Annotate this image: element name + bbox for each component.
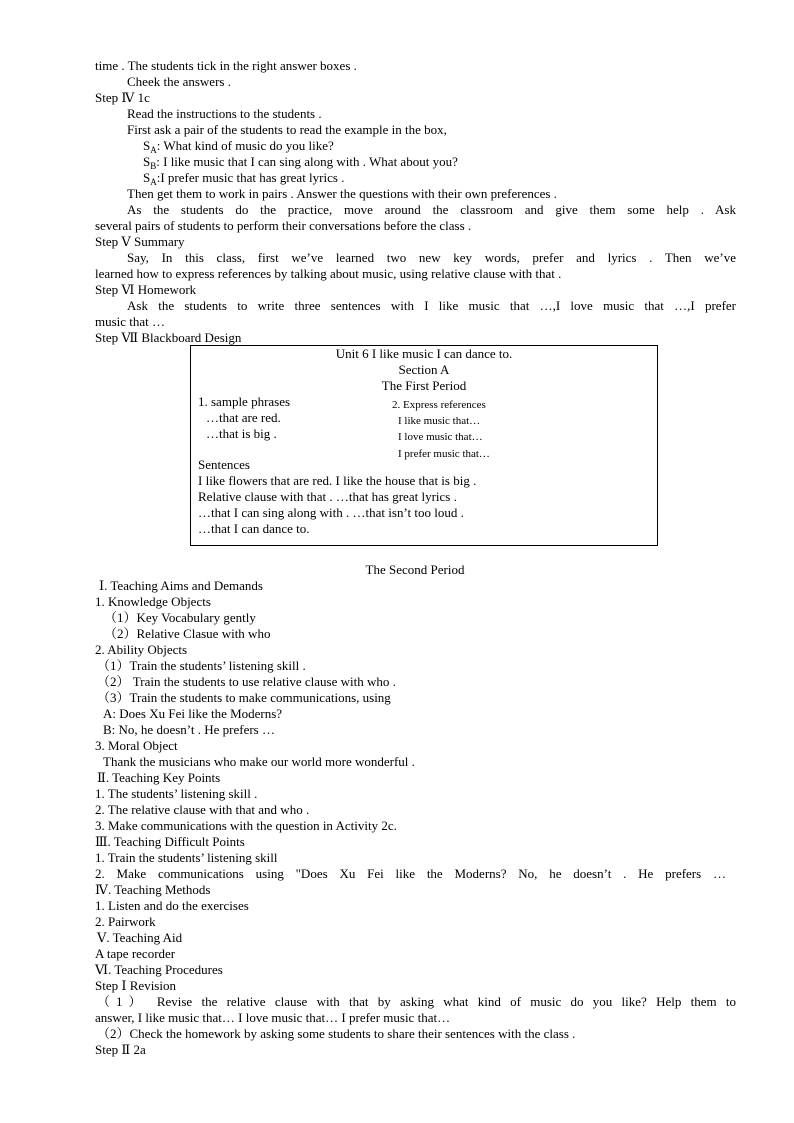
text-line: As the students do the practice, move around the classroom and give them some help . Ask <box>127 202 736 217</box>
speaker-label: S <box>143 154 151 169</box>
text-line: Cheek the answers . <box>127 74 231 89</box>
dialogue-line <box>143 154 458 170</box>
express-heading: 2. Express references <box>392 399 486 411</box>
step-heading: Step Ⅳ 1c <box>95 90 150 105</box>
text-line: 2. Make communications using "Does Xu Fei like the Moderns? No, he doesn’t . He prefers … <box>95 866 726 881</box>
speaker-subscript: B <box>150 161 157 171</box>
text-line: （2）Relative Clasue with who <box>104 626 271 641</box>
text-line: （2）Check the homework by asking some students to share their sentences with the class . <box>97 1026 576 1041</box>
text-line: A tape recorder <box>95 946 176 961</box>
speaker-subscript: A <box>150 145 157 155</box>
text-line: 3. Moral Object <box>95 738 178 753</box>
step-heading: Step Ⅶ Blackboard Design <box>95 330 242 345</box>
text-line: Ask the students to write three sentences with I like music that …,I love music that …,I prefer <box>127 298 736 313</box>
text-line: 2. Pairwork <box>95 914 156 929</box>
speaker-subscript: A <box>150 177 157 187</box>
text-line: 2. The relative clause with that and who . <box>95 802 310 817</box>
step-heading: Step Ⅰ Revision <box>95 978 176 993</box>
text-line: 1. Listen and do the exercises <box>95 898 249 913</box>
text-line: Say, In this class, first we’ve learned two new key words, prefer and lyrics . Then we’ve <box>127 250 736 265</box>
sentence-line: …that I can sing along with . …that isn’t too loud . <box>198 505 464 520</box>
step-heading: Step Ⅴ Summary <box>95 234 185 249</box>
section-heading: Ⅱ. Teaching Key Points <box>97 770 221 785</box>
text-line: （1） Revise the relative clause with that by asking what kind of music do you like? Help them to <box>97 994 736 1009</box>
text-line: music that … <box>95 314 166 329</box>
text-line: （1）Train the students’ listening skill . <box>97 658 306 673</box>
dialogue-text: :I prefer music that has great lyrics . <box>156 170 345 185</box>
text-line: Then get them to work in pairs . Answer the questions with their own preferences . <box>127 186 557 201</box>
phrases-heading: 1. sample phrases <box>198 394 291 409</box>
text-line: （3）Train the students to make communications, using <box>97 690 391 705</box>
section-heading: Ⅴ. Teaching Aid <box>97 930 183 945</box>
text-line: First ask a pair of the students to read the example in the box, <box>127 122 447 137</box>
text-line: 1. Knowledge Objects <box>95 594 211 609</box>
step-heading: Step Ⅵ Homework <box>95 282 197 297</box>
text-line: （2） Train the students to use relative clause with who . <box>97 674 396 689</box>
text-line: （1）Key Vocabulary gently <box>104 610 256 625</box>
section-heading: Ⅵ. Teaching Procedures <box>95 962 223 977</box>
dialogue-line <box>143 170 344 186</box>
dialogue-text: : What kind of music do you like? <box>156 138 334 153</box>
sentence-line: …that I can dance to. <box>198 521 310 536</box>
express-item: I prefer music that… <box>398 448 490 460</box>
blackboard-design-box <box>190 345 658 546</box>
board-section: Section A <box>398 362 450 377</box>
step-heading: Step Ⅱ 2a <box>95 1042 146 1057</box>
text-line: 1. Train the students’ listening skill <box>95 850 278 865</box>
express-item: I love music that… <box>398 431 483 443</box>
section-heading: Ⅲ. Teaching Difficult Points <box>95 834 245 849</box>
text-line: Thank the musicians who make our world more wonderful . <box>103 754 415 769</box>
board-title: Unit 6 I like music I can dance to. <box>335 346 513 361</box>
text-line: answer, I like music that… I love music that… I prefer music that… <box>95 1010 451 1025</box>
text-line: Read the instructions to the students . <box>127 106 322 121</box>
express-item: I like music that… <box>398 415 481 427</box>
text-line: 2. Ability Objects <box>95 642 188 657</box>
dialogue-line: A: Does Xu Fei like the Moderns? <box>103 706 283 721</box>
dialogue-line <box>143 138 334 154</box>
phrase-item: …that is big . <box>206 426 277 441</box>
period-heading: The Second Period <box>365 562 465 577</box>
text-line: time . The students tick in the right answer boxes . <box>95 58 357 73</box>
speaker-label: S <box>143 138 151 153</box>
board-period: The First Period <box>381 378 467 393</box>
section-heading: Ⅰ. Teaching Aims and Demands <box>99 578 263 593</box>
text-line: 3. Make communications with the question in Activity 2c. <box>95 818 397 833</box>
section-heading: Ⅳ. Teaching Methods <box>95 882 211 897</box>
text-line: 1. The students’ listening skill . <box>95 786 258 801</box>
sentences-heading: Sentences <box>198 457 250 472</box>
speaker-label: S <box>143 170 151 185</box>
dialogue-text: : I like music that I can sing along with . What about you? <box>156 154 458 169</box>
phrase-item: …that are red. <box>206 410 281 425</box>
text-line: learned how to express references by talking about music, using relative clause with that . <box>95 266 562 281</box>
sentence-line: Relative clause with that . …that has great lyrics . <box>198 489 457 504</box>
dialogue-line: B: No, he doesn’t . He prefers … <box>103 722 275 737</box>
sentence-line: I like flowers that are red. I like the house that is big . <box>198 473 477 488</box>
text-line: several pairs of students to perform their conversations before the class . <box>95 218 472 233</box>
